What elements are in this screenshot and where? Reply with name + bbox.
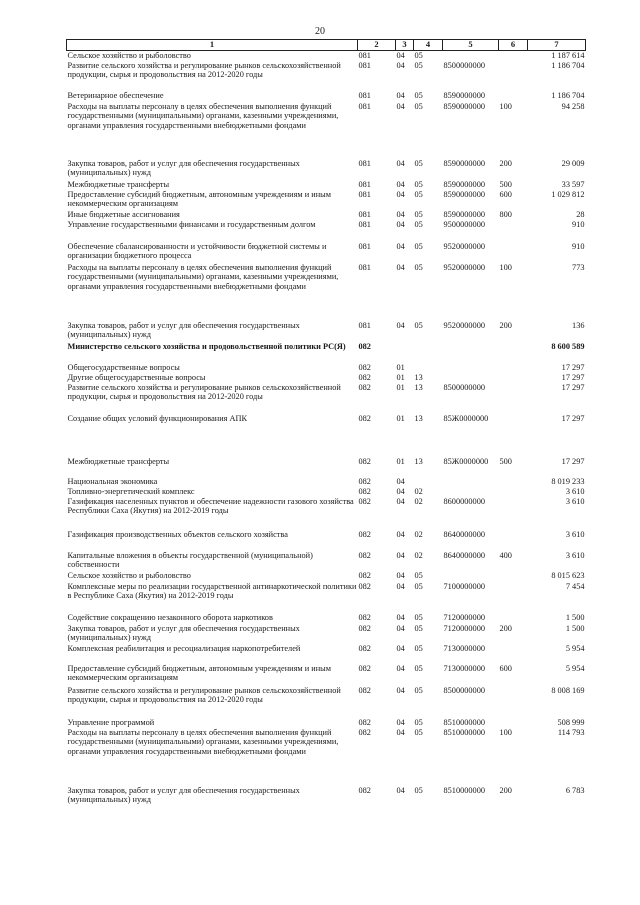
row-name: Закупка товаров, работ и услуг для обеспечения государственных (муниципальных) нужд	[67, 623, 300, 643]
row-amount: 773	[572, 262, 585, 272]
row-admin-code: 081	[358, 241, 371, 251]
row-section: 04	[396, 581, 405, 591]
row-expense-type	[499, 571, 528, 582]
row-expense-type	[499, 530, 528, 551]
row-amount: 29 009	[561, 158, 585, 168]
row-amount: 114 793	[557, 727, 585, 737]
table-row	[67, 582, 586, 613]
table-row	[67, 457, 586, 477]
row-amount: 6 783	[565, 785, 585, 795]
row-amount: 8 019 233	[551, 476, 585, 486]
table-row	[67, 159, 586, 180]
row-name: Закупка товаров, работ и услуг для обеспечения государственных (муниципальных) нужд	[67, 158, 300, 178]
row-expense-type	[499, 497, 528, 530]
row-admin-code: 081	[358, 219, 371, 229]
row-amount: 5 954	[565, 643, 585, 653]
row-amount: 8 008 169	[551, 685, 585, 695]
row-admin-code: 081	[358, 209, 371, 219]
row-expense-type	[499, 613, 528, 624]
table-row	[67, 571, 586, 582]
row-expense-type: 100	[499, 262, 512, 272]
row-admin-code: 082	[358, 727, 371, 737]
row-target-article: 8590000000	[443, 90, 485, 100]
row-admin-code: 082	[358, 341, 371, 351]
row-name: Комплексная реабилитация и ресоциализация наркопотребителей	[67, 643, 301, 653]
row-name: Комплексные меры по реализации государственной антинаркотической политики в Республике Саха (Якутия) на 2012-2019 годы	[67, 581, 357, 601]
table-row	[67, 220, 586, 242]
row-target-article: 8510000000	[443, 727, 485, 737]
row-subsection: 05	[414, 60, 423, 70]
row-target-article: 85Ж0000000	[443, 456, 489, 466]
row-admin-code: 082	[358, 529, 371, 539]
row-amount: 94 258	[561, 101, 585, 111]
row-section: 04	[396, 717, 405, 727]
row-amount: 3 610	[565, 486, 585, 496]
row-expense-type	[499, 582, 528, 613]
row-name: Общегосударственные вопросы	[67, 362, 180, 372]
row-admin-code: 082	[358, 486, 371, 496]
row-admin-code: 081	[358, 51, 371, 60]
row-subsection: 05	[414, 570, 423, 580]
row-subsection: 05	[414, 262, 423, 272]
row-amount: 508 999	[557, 717, 585, 727]
row-target-article	[443, 373, 499, 383]
row-subsection: 05	[414, 785, 423, 795]
row-name: Закупка товаров, работ и услуг для обеспечения государственных (муниципальных) нужд	[67, 320, 300, 340]
table-body	[67, 51, 586, 806]
table-row	[67, 210, 586, 220]
row-target-article	[443, 342, 499, 363]
table-header	[67, 40, 586, 51]
row-target-article: 8600000000	[443, 496, 485, 506]
row-section: 04	[396, 570, 405, 580]
row-subsection: 05	[414, 101, 423, 111]
table-row	[67, 477, 586, 487]
row-expense-type	[499, 220, 528, 242]
row-name: Топливно-энергетический комплекс	[67, 486, 195, 496]
table-row	[67, 487, 586, 497]
row-admin-code: 082	[358, 372, 371, 382]
row-admin-code: 082	[358, 623, 371, 633]
row-subsection: 05	[414, 663, 423, 673]
row-target-article: 85Ж0000000	[443, 413, 489, 423]
row-amount: 8 600 589	[551, 341, 585, 351]
row-subsection: 05	[414, 179, 423, 189]
row-amount: 910	[572, 241, 585, 251]
row-section: 04	[396, 320, 405, 330]
row-section: 04	[396, 529, 405, 539]
row-section: 04	[396, 219, 405, 229]
row-target-article: 8500000000	[443, 382, 485, 392]
row-section: 01	[396, 382, 405, 392]
row-subsection: 05	[414, 623, 423, 633]
table-row	[67, 363, 586, 373]
row-name: Ветеринарное обеспечение	[67, 90, 164, 100]
row-amount: 1 029 812	[551, 189, 585, 199]
header-col-2: 2	[358, 40, 396, 51]
row-target-article: 7120000000	[443, 612, 485, 622]
row-admin-code: 082	[358, 581, 371, 591]
row-target-article: 7130000000	[443, 643, 485, 653]
table-row	[67, 551, 586, 571]
row-section: 01	[396, 372, 405, 382]
row-admin-code: 081	[358, 60, 371, 70]
row-expense-type: 100	[499, 727, 512, 737]
row-subsection: 13	[414, 372, 423, 382]
row-section	[396, 342, 414, 363]
row-subsection	[414, 477, 443, 487]
row-section: 04	[396, 51, 405, 60]
table-row	[67, 613, 586, 624]
table-row	[67, 61, 586, 91]
row-target-article: 7100000000	[443, 581, 485, 591]
row-section: 04	[396, 785, 405, 795]
table-row	[67, 686, 586, 718]
row-subsection: 05	[414, 581, 423, 591]
row-expense-type	[499, 383, 528, 414]
row-expense-type	[499, 477, 528, 487]
table-row	[67, 190, 586, 210]
row-name: Национальная экономика	[67, 476, 158, 486]
row-expense-type	[499, 61, 528, 91]
row-subsection: 05	[414, 241, 423, 251]
row-name: Другие общегосударственные вопросы	[67, 372, 206, 382]
row-section: 04	[396, 727, 405, 737]
row-admin-code: 082	[358, 643, 371, 653]
row-expense-type: 200	[499, 623, 512, 633]
row-target-article	[443, 487, 499, 497]
row-admin-code: 082	[358, 496, 371, 506]
row-target-article: 8500000000	[443, 60, 485, 70]
table-row	[67, 373, 586, 383]
row-amount: 1 187 614	[551, 51, 585, 60]
table-row	[67, 664, 586, 686]
row-expense-type	[499, 414, 528, 457]
row-target-article: 7120000000	[443, 623, 485, 633]
row-target-article	[443, 477, 499, 487]
row-amount: 28	[576, 209, 585, 219]
table-row	[67, 728, 586, 786]
row-name: Создание общих условий функционирования АПК	[67, 413, 248, 423]
row-subsection: 02	[414, 550, 423, 560]
row-name: Развитие сельского хозяйства и регулирование рынков сельскохозяйственной продукции, сырья и продовольствия на 2012-2020 годы	[67, 382, 341, 402]
row-amount: 1 500	[565, 612, 585, 622]
row-name: Сельское хозяйство и рыболовство	[67, 51, 191, 60]
row-name: Развитие сельского хозяйства и регулирование рынков сельскохозяйственной продукции, сырья и продовольствия на 2012-2020 годы	[67, 685, 341, 705]
row-target-article: 8510000000	[443, 717, 485, 727]
table-row	[67, 718, 586, 728]
table-row	[67, 383, 586, 414]
row-subsection: 13	[414, 413, 423, 423]
row-name: Предоставление субсидий бюджетным, автономным учреждениям и иным некоммерческим организациям	[67, 189, 331, 209]
row-expense-type: 400	[499, 550, 512, 560]
row-amount: 17 297	[561, 413, 585, 423]
row-name: Газификация производственных объектов сельского хозяйства	[67, 529, 288, 539]
row-admin-code: 082	[358, 612, 371, 622]
row-admin-code: 082	[358, 382, 371, 392]
row-section: 01	[396, 456, 405, 466]
row-amount: 910	[572, 219, 585, 229]
row-subsection: 02	[414, 529, 423, 539]
row-expense-type: 500	[499, 456, 512, 466]
row-admin-code: 082	[358, 413, 371, 423]
row-expense-type	[499, 373, 528, 383]
row-target-article: 8590000000	[443, 189, 485, 199]
row-target-article: 8590000000	[443, 101, 485, 111]
header-col-6: 6	[499, 40, 528, 51]
row-admin-code: 081	[358, 262, 371, 272]
table-row	[67, 497, 586, 530]
row-expense-type	[499, 718, 528, 728]
table-row	[67, 91, 586, 102]
table-row	[67, 242, 586, 263]
row-admin-code: 081	[358, 90, 371, 100]
row-subsection: 05	[414, 717, 423, 727]
row-name: Обеспечение сбалансированности и устойчивости бюджетной системы и организации бюджетного процесса	[67, 241, 327, 261]
row-target-article: 8590000000	[443, 179, 485, 189]
page-number: 20	[315, 26, 325, 37]
row-subsection: 05	[414, 727, 423, 737]
row-subsection	[414, 363, 443, 373]
table-row	[67, 180, 586, 190]
row-subsection: 13	[414, 382, 423, 392]
row-subsection: 05	[414, 219, 423, 229]
row-section: 04	[396, 179, 405, 189]
row-expense-type	[499, 686, 528, 718]
table-row	[67, 624, 586, 644]
row-admin-code: 082	[358, 456, 371, 466]
row-expense-type	[499, 363, 528, 373]
row-subsection: 05	[414, 158, 423, 168]
row-section: 04	[396, 262, 405, 272]
row-amount: 1 186 704	[551, 60, 585, 70]
row-admin-code: 081	[358, 179, 371, 189]
row-section: 04	[396, 623, 405, 633]
header-col-4: 4	[414, 40, 443, 51]
row-target-article: 8590000000	[443, 158, 485, 168]
row-admin-code: 081	[358, 158, 371, 168]
row-name: Развитие сельского хозяйства и регулирование рынков сельскохозяйственной продукции, сырья и продовольствия на 2012-2020 годы	[67, 60, 341, 80]
row-subsection: 05	[414, 643, 423, 653]
table-row	[67, 102, 586, 159]
row-target-article: 7130000000	[443, 663, 485, 673]
row-amount: 5 954	[565, 663, 585, 673]
row-admin-code: 082	[358, 362, 371, 372]
row-target-article: 9500000000	[443, 219, 485, 229]
row-subsection: 13	[414, 456, 423, 466]
row-target-article: 8640000000	[443, 550, 485, 560]
row-subsection: 05	[414, 320, 423, 330]
row-name: Капитальные вложения в объекты государственной (муниципальной) собственности	[67, 550, 313, 570]
row-section: 04	[396, 60, 405, 70]
row-expense-type	[499, 644, 528, 664]
row-section: 04	[396, 209, 405, 219]
row-name: Межбюджетные трансферты	[67, 179, 170, 189]
row-section: 04	[396, 90, 405, 100]
row-subsection: 02	[414, 496, 423, 506]
row-subsection: 05	[414, 90, 423, 100]
row-expense-type	[499, 342, 528, 363]
row-amount: 3 610	[565, 529, 585, 539]
row-expense-type: 200	[499, 785, 512, 795]
row-expense-type: 500	[499, 179, 512, 189]
row-subsection: 05	[414, 209, 423, 219]
row-subsection	[414, 342, 443, 363]
row-subsection: 05	[414, 685, 423, 695]
table-row	[67, 530, 586, 551]
row-name: Газификация населенных пунктов и обеспечение надежности газового хозяйства Республики Саха (Якутия) на 2012-2019 годы	[67, 496, 354, 516]
row-section: 04	[396, 612, 405, 622]
row-admin-code: 082	[358, 570, 371, 580]
table-row	[67, 51, 586, 61]
table-row	[67, 786, 586, 806]
row-amount: 1 500	[565, 623, 585, 633]
row-name: Межбюджетные трансферты	[67, 456, 170, 466]
row-section: 04	[396, 643, 405, 653]
row-name: Министерство сельского хозяйства и продовольственной политики РС(Я)	[67, 341, 346, 351]
row-target-article: 8500000000	[443, 685, 485, 695]
row-section: 01	[396, 362, 405, 372]
table-row	[67, 644, 586, 664]
row-target-article	[443, 51, 499, 61]
row-admin-code: 082	[358, 550, 371, 560]
row-amount: 8 015 623	[551, 570, 585, 580]
row-amount: 1 186 704	[551, 90, 585, 100]
row-name: Управление государственными финансами и государственным долгом	[67, 219, 316, 229]
row-section: 01	[396, 413, 405, 423]
row-expense-type: 800	[499, 209, 512, 219]
header-col-1: 1	[67, 40, 358, 51]
row-expense-type	[499, 91, 528, 102]
row-amount: 17 297	[561, 456, 585, 466]
budget-table	[66, 39, 586, 806]
row-amount: 17 297	[561, 382, 585, 392]
row-amount: 3 610	[565, 550, 585, 560]
row-name: Иные бюджетные ассигнования	[67, 209, 180, 219]
row-expense-type: 100	[499, 101, 512, 111]
row-expense-type	[499, 487, 528, 497]
row-subsection: 05	[414, 189, 423, 199]
row-amount: 3 610	[565, 496, 585, 506]
row-section: 04	[396, 476, 405, 486]
row-section: 04	[396, 496, 405, 506]
table-row	[67, 321, 586, 342]
row-admin-code: 082	[358, 476, 371, 486]
row-name: Расходы на выплаты персоналу в целях обеспечения выполнения функций государственными (муниципальными) органами, казенными учреждениями, органами управления государственными внебюджетными фондами	[67, 262, 339, 291]
row-name: Расходы на выплаты персоналу в целях обеспечения выполнения функций государственными (муниципальными) органами, казенными учреждениями, органами управления государственными внебюджетными фондами	[67, 101, 339, 130]
row-admin-code: 081	[358, 101, 371, 111]
row-name: Расходы на выплаты персоналу в целях обеспечения выполнения функций государственными (муниципальными) органами, казенными учреждениями, органами управления государственными внебюджетными фондами	[67, 727, 339, 756]
row-section: 04	[396, 663, 405, 673]
row-expense-type: 200	[499, 158, 512, 168]
row-expense-type: 600	[499, 189, 512, 199]
row-expense-type	[499, 51, 528, 61]
row-admin-code: 081	[358, 320, 371, 330]
table-row	[67, 414, 586, 457]
row-admin-code: 082	[358, 717, 371, 727]
row-name: Управление программой	[67, 717, 155, 727]
row-target-article	[443, 571, 499, 582]
header-col-3: 3	[396, 40, 414, 51]
row-amount: 136	[572, 320, 585, 330]
row-target-article: 8590000000	[443, 209, 485, 219]
row-subsection: 05	[414, 612, 423, 622]
table-row	[67, 263, 586, 321]
row-target-article: 8510000000	[443, 785, 485, 795]
header-col-5: 5	[443, 40, 499, 51]
row-target-article: 9520000000	[443, 262, 485, 272]
table-row	[67, 342, 586, 363]
row-section: 04	[396, 550, 405, 560]
row-section: 04	[396, 486, 405, 496]
row-target-article	[443, 363, 499, 373]
row-target-article: 9520000000	[443, 320, 485, 330]
row-expense-type: 200	[499, 320, 512, 330]
row-amount: 17 297	[561, 372, 585, 382]
row-admin-code: 082	[358, 685, 371, 695]
row-admin-code: 081	[358, 189, 371, 199]
row-section: 04	[396, 158, 405, 168]
row-amount: 7 454	[565, 581, 585, 591]
row-name: Сельское хозяйство и рыболовство	[67, 570, 191, 580]
row-section: 04	[396, 241, 405, 251]
row-subsection: 02	[414, 486, 423, 496]
row-target-article: 8640000000	[443, 529, 485, 539]
row-name: Предоставление субсидий бюджетным, автономным учреждениям и иным некоммерческим организациям	[67, 663, 331, 683]
row-section: 04	[396, 685, 405, 695]
row-section: 04	[396, 101, 405, 111]
row-section: 04	[396, 189, 405, 199]
header-col-7: 7	[528, 40, 586, 51]
row-amount: 17 297	[561, 362, 585, 372]
row-admin-code: 082	[358, 785, 371, 795]
row-name: Содействие сокращению незаконного оборота наркотиков	[67, 612, 273, 622]
row-admin-code: 082	[358, 663, 371, 673]
row-target-article: 9520000000	[443, 241, 485, 251]
row-expense-type: 600	[499, 663, 512, 673]
row-subsection: 05	[414, 51, 423, 60]
row-name: Закупка товаров, работ и услуг для обеспечения государственных (муниципальных) нужд	[67, 785, 300, 805]
row-amount: 33 597	[561, 179, 585, 189]
row-expense-type	[499, 242, 528, 263]
